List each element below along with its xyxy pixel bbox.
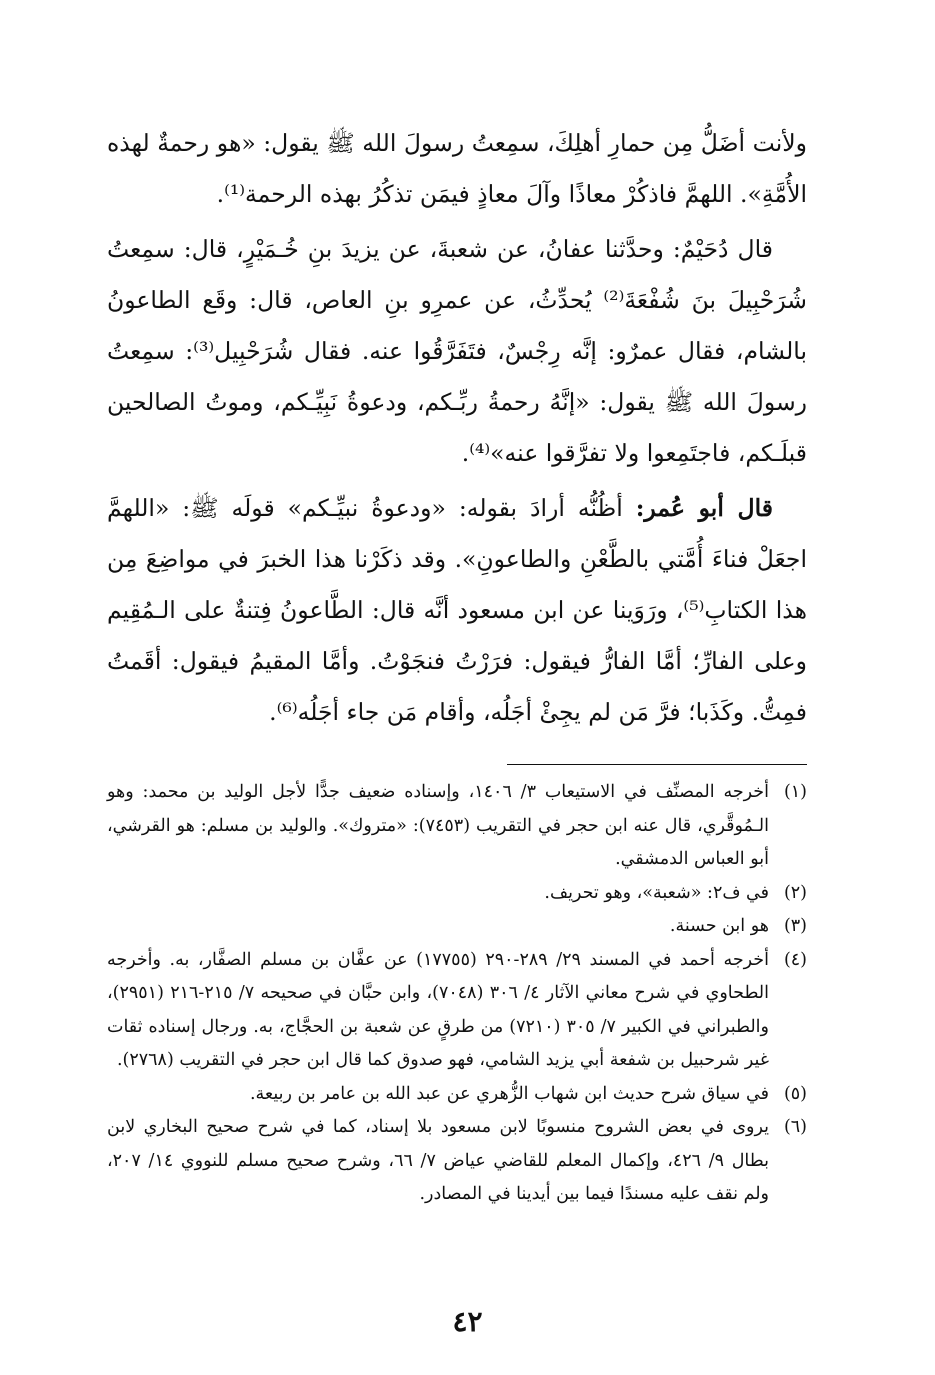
footnote-number: (٣) [783,916,807,936]
footnote-number: (٦) [783,1117,807,1137]
footnote-2 [107,877,807,911]
paragraph-3-lead: قال أبو عُمر: [635,494,773,522]
footnote-text: في ف٢: «شعبة»، وهو تحريف. [544,882,769,903]
footnote-5 [107,1078,807,1112]
footnote-number: (٢) [783,882,807,903]
main-text [107,118,807,742]
paragraph-3 [107,483,807,738]
paragraph-2: قال دُحَيْمٌ: وحدَّثنا عفانُ، عن شعبةَ، عن يزيدَ بنِ خُـمَيْرٍ، قال: سمِعتُ شُرَحْبِيلَ بنَ شُفْعَةَ⁽²⁾ يُحدِّثُ، عن عمرِو بنِ العاص، قال: وقَع الطاعونُ بالشام، فقال عمرٌو: إنَّه رِجْسٌ، فتَفَرَّقُوا عنه. فقال شُرَحْبِيل⁽³⁾: سمِعتُ رسولَ الله ﷺ يقول: «إنَّهُ رحمةُ ربِّـكم، ودعوةُ نَبِيِّـكم، وموتُ الصالحين قبلَـكم، فاجتَمِعوا ولا تفرَّقوا عنه»⁽⁴⁾. [107,235,807,467]
paragraph-1: ولأنت أضَلُّ مِن حمارِ أهلِكَ، سمِعتُ رسولَ الله ﷺ يقول: «هو رحمةٌ لهذه الأُمَّةِ». اللهمَّ فاذكُرْ معاذًا وآلَ معاذٍ فيمَن تذكُرُ بهذه الرحمة⁽¹⁾. [107,129,807,208]
footnote-number: (١) [783,782,807,802]
footnote-text: يروى في بعض الشروح منسوبًا لابن مسعود بلا إسناد، كما في شرح صحيح البخاري لابن بطال ٩/ ٤٢٦، وإكمال المعلم للقاضي عياض ٧/ ٦٦، وشرح صحيح مسلم للنووي ١٤/ ٢٠٧، ولم نقف عليه مسندًا فيما بين أيدينا في المصادر. [107,1117,769,1204]
page-number: ٤٢ [452,1305,483,1338]
footnote-number: (٤) [783,949,807,970]
footnote-text: أخرجه أحمد في المسند ٢٩/ ٢٨٩-٢٩٠ (١٧٧٥٥) عن عفَّان بن مسلم الصفَّار، به. وأخرجه الطحاوي في شرح معاني الآثار ٤/ ٣٠٦ (٧٠٤٨)، وابن حبَّان في صحيحه ٧/ ٢١٥-٢١٦ (٢٩٥١)، والطبراني في الكبير ٧/ ٣٠٥ (٧٢١٠) من طرقٍ عن شعبة بن الحجَّاج، به. ورجال إسناده ثقات غير شرحبيل بن شفعة أبي يزيد الشامي، فهو صدوق كما قال ابن حجر في التقريب (٢٧٦٨). [107,949,769,1070]
footnote-6 [107,1111,807,1212]
footnote-number: (٥) [783,1083,807,1104]
footnote-1 [107,776,807,877]
footnote-text: هو ابن حسنة. [669,916,769,936]
footnote-text: أخرجه المصنِّف في الاستيعاب ٣/ ١٤٠٦، وإسناده ضعيف جدًّا لأجل الوليد بن محمد: وهو الـمُوقَّري، قال عنه ابن حجر في التقريب (٧٤٥٣): «متروك». والوليد بن مسلم: هو القرشي، أبو العباس الدمشقي. [107,782,769,869]
footnote-separator [507,764,807,765]
footnote-4 [107,944,807,1078]
paragraph-3-body: أظُنُّه أرادَ بقوله: «ودعوةُ نبيِّـكم» قولَه ﷺ: «اللهمَّ اجعَلْ فناءَ أُمَّتي بالطَّعْنِ والطاعونِ». وقد ذكَرْنا هذا الخبرَ في مواضِعَ مِن هذا الكتابِ⁽⁵⁾، ورَوَينا عن ابن مسعود أنَّه قال: الطَّاعونُ فِتنةٌ على الـمُقِيم وعلى الفارِّ؛ أمَّا الفارُّ فيقول: فرَرْتُ فنجَوْتُ. وأمَّا المقيمُ فيقول: أقَمتُ فمِتُّ. وكَذَبا؛ فرَّ مَن لم يجِئْ أجَلُه، وأقام مَن جاء أجَلُه⁽⁶⁾. [107,494,807,726]
footnote-text: في سياق شرح حديث ابن شهاب الزُّهري عن عبد الله بن عامر بن ربيعة. [249,1083,769,1104]
footnote-3 [107,910,807,944]
footnotes [107,776,807,1212]
